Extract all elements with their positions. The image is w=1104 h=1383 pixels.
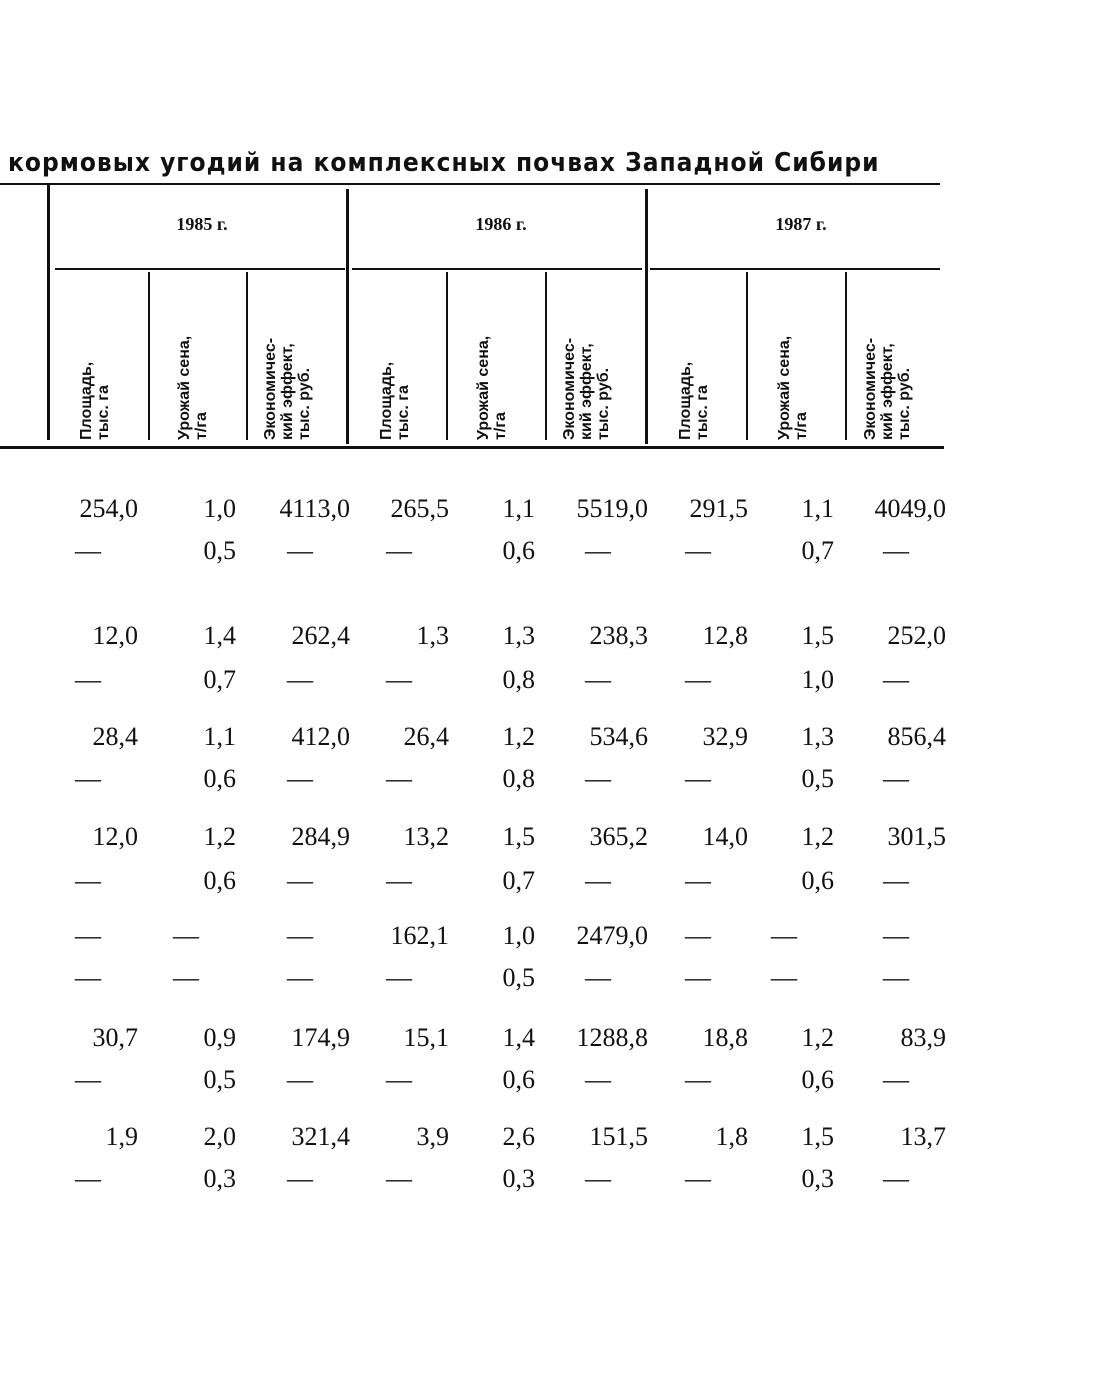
subcol-divider-5 xyxy=(746,272,748,440)
column-header: Экономичес- кий эффект, тыс. руб. xyxy=(262,337,313,440)
table-cell: 291,5 xyxy=(689,494,748,523)
table-cell: 412,0 xyxy=(291,722,350,751)
column-header: Урожай сена, т/га xyxy=(776,335,810,440)
column-header: Площадь, тыс. га xyxy=(677,361,711,440)
column-header: Урожай сена, т/га xyxy=(176,335,210,440)
table-cell: — xyxy=(685,764,711,793)
table-cell: 254,0 xyxy=(79,494,138,523)
table-cell: 0,6 xyxy=(203,764,236,793)
table-cell: — xyxy=(386,1164,412,1193)
table-cell: 1,3 xyxy=(801,722,834,751)
table-cell: 1288,8 xyxy=(576,1023,648,1052)
table-cell: 262,4 xyxy=(291,621,350,650)
table-cell: — xyxy=(75,665,101,694)
table-cell: — xyxy=(287,1164,313,1193)
table-cell: — xyxy=(75,1065,101,1094)
table-cell: 1,2 xyxy=(502,722,535,751)
table-cell: — xyxy=(685,536,711,565)
table-cell: — xyxy=(75,963,101,992)
table-cell: — xyxy=(585,963,611,992)
table-cell: 0,5 xyxy=(801,764,834,793)
table-cell: 0,6 xyxy=(502,536,535,565)
table-cell: 1,2 xyxy=(203,822,236,851)
table-cell: 1,1 xyxy=(203,722,236,751)
table-cell: 83,9 xyxy=(900,1023,946,1052)
table-cell: 12,8 xyxy=(702,621,748,650)
year-divider-2 xyxy=(645,189,648,444)
table-cell: 0,8 xyxy=(502,665,535,694)
column-header: Экономичес- кий эффект, тыс. руб. xyxy=(862,337,913,440)
column-header: Экономичес- кий эффект, тыс. руб. xyxy=(561,337,612,440)
table-cell: — xyxy=(883,866,909,895)
column-header: Урожай сена, т/га xyxy=(475,335,509,440)
table-cell: 1,1 xyxy=(502,494,535,523)
table-cell: 0,5 xyxy=(502,963,535,992)
table-cell: 0,6 xyxy=(502,1065,535,1094)
table-cell: — xyxy=(75,921,101,950)
stub-divider xyxy=(47,185,50,440)
table-cell: — xyxy=(75,536,101,565)
subcol-divider-2 xyxy=(246,272,248,440)
table-cell: — xyxy=(585,1065,611,1094)
table-cell: 1,4 xyxy=(502,1023,535,1052)
table-cell: 0,5 xyxy=(203,536,236,565)
table-cell: 1,0 xyxy=(801,665,834,694)
table-cell: 15,1 xyxy=(403,1023,449,1052)
table-cell: — xyxy=(685,866,711,895)
table-cell: — xyxy=(883,536,909,565)
table-cell: — xyxy=(585,866,611,895)
page-title: кормовых угодий на комплексных почвах Западной Сибири xyxy=(8,148,880,178)
header-bottom-rule xyxy=(0,446,944,449)
year-rule-1 xyxy=(55,268,345,270)
table-cell: 151,5 xyxy=(589,1122,648,1151)
table-cell: 26,4 xyxy=(403,722,449,751)
table-cell: 13,2 xyxy=(403,822,449,851)
table-cell: — xyxy=(386,665,412,694)
table-cell: — xyxy=(585,665,611,694)
table-cell: — xyxy=(386,764,412,793)
table-cell: — xyxy=(771,921,797,950)
table-cell: — xyxy=(685,1065,711,1094)
table-cell: 0,3 xyxy=(801,1164,834,1193)
table-cell: 30,7 xyxy=(92,1023,138,1052)
table-cell: — xyxy=(386,866,412,895)
table-cell: — xyxy=(883,1065,909,1094)
table-cell: — xyxy=(883,963,909,992)
table-cell: 12,0 xyxy=(92,822,138,851)
table-cell: 0,5 xyxy=(203,1065,236,1094)
table-cell: 238,3 xyxy=(589,621,648,650)
table-cell: 5519,0 xyxy=(576,494,648,523)
table-cell: 1,5 xyxy=(502,822,535,851)
table-cell: — xyxy=(883,764,909,793)
subcol-divider-6 xyxy=(845,272,847,440)
table-cell: — xyxy=(585,1164,611,1193)
table-cell: 1,1 xyxy=(801,494,834,523)
table-cell: — xyxy=(685,921,711,950)
table-cell: 1,5 xyxy=(801,621,834,650)
table-cell: — xyxy=(585,536,611,565)
subcol-divider-1 xyxy=(148,272,150,440)
table-cell: — xyxy=(173,921,199,950)
table-cell: 0,7 xyxy=(801,536,834,565)
column-header: Площадь, тыс. га xyxy=(78,361,112,440)
table-cell: — xyxy=(287,963,313,992)
table-cell: — xyxy=(685,665,711,694)
table-cell: — xyxy=(685,963,711,992)
table-cell: 0,6 xyxy=(801,866,834,895)
table-cell: 1,2 xyxy=(801,1023,834,1052)
table-cell: 1,0 xyxy=(203,494,236,523)
table-cell: 265,5 xyxy=(390,494,449,523)
year-rule-3 xyxy=(650,268,940,270)
table-cell: 0,9 xyxy=(203,1023,236,1052)
table-cell: — xyxy=(585,764,611,793)
table-cell: 0,6 xyxy=(801,1065,834,1094)
table-cell: — xyxy=(75,764,101,793)
table-cell: 0,3 xyxy=(502,1164,535,1193)
table-cell: — xyxy=(883,1164,909,1193)
table-cell: — xyxy=(75,866,101,895)
table-cell: 1,8 xyxy=(715,1122,748,1151)
table-cell: 2,0 xyxy=(203,1122,236,1151)
table-cell: — xyxy=(287,764,313,793)
table-cell: 365,2 xyxy=(589,822,648,851)
table-cell: 4113,0 xyxy=(279,494,350,523)
table-cell: 1,3 xyxy=(416,621,449,650)
table-cell: 321,4 xyxy=(291,1122,350,1151)
table-cell: 284,9 xyxy=(291,822,350,851)
table-cell: — xyxy=(287,1065,313,1094)
table-cell: — xyxy=(386,963,412,992)
table-cell: 1,5 xyxy=(801,1122,834,1151)
subcol-divider-4 xyxy=(545,272,547,440)
year-header: 1986 г. xyxy=(475,214,527,234)
table-cell: — xyxy=(173,963,199,992)
table-cell: — xyxy=(771,963,797,992)
table-cell: 252,0 xyxy=(887,621,946,650)
table-cell: 3,9 xyxy=(416,1122,449,1151)
table-cell: 174,9 xyxy=(291,1023,350,1052)
subcol-divider-3 xyxy=(446,272,448,440)
table-cell: 1,9 xyxy=(105,1122,138,1151)
table-cell: 0,7 xyxy=(203,665,236,694)
top-rule xyxy=(0,183,940,185)
table-cell: 1,4 xyxy=(203,621,236,650)
table-cell: — xyxy=(883,921,909,950)
table-cell: — xyxy=(883,665,909,694)
column-header: Площадь, тыс. га xyxy=(378,361,412,440)
table-cell: 28,4 xyxy=(92,722,138,751)
table-cell: 1,0 xyxy=(502,921,535,950)
year-rule-2 xyxy=(352,268,642,270)
table-cell: 2,6 xyxy=(502,1122,535,1151)
table-cell: 32,9 xyxy=(702,722,748,751)
table-cell: 534,6 xyxy=(589,722,648,751)
table-cell: — xyxy=(75,1164,101,1193)
table-cell: 0,3 xyxy=(203,1164,236,1193)
table-cell: — xyxy=(685,1164,711,1193)
table-cell: — xyxy=(287,866,313,895)
table-cell: 0,6 xyxy=(203,866,236,895)
table-cell: 18,8 xyxy=(702,1023,748,1052)
table-cell: 13,7 xyxy=(900,1122,946,1151)
table-cell: — xyxy=(386,536,412,565)
table-cell: 1,3 xyxy=(502,621,535,650)
year-header: 1985 г. xyxy=(176,214,228,234)
table-cell: 856,4 xyxy=(887,722,946,751)
table-cell: — xyxy=(287,665,313,694)
year-header: 1987 г. xyxy=(775,214,827,234)
table-cell: 2479,0 xyxy=(576,921,648,950)
table-cell: 4049,0 xyxy=(874,494,946,523)
table-cell: — xyxy=(287,921,313,950)
table-cell: 162,1 xyxy=(390,921,449,950)
table-cell: — xyxy=(287,536,313,565)
table-cell: 14,0 xyxy=(702,822,748,851)
table-cell: 301,5 xyxy=(887,822,946,851)
year-divider-1 xyxy=(346,189,349,444)
table-cell: 12,0 xyxy=(92,621,138,650)
table-cell: — xyxy=(386,1065,412,1094)
table-cell: 1,2 xyxy=(801,822,834,851)
table-cell: 0,8 xyxy=(502,764,535,793)
table-cell: 0,7 xyxy=(502,866,535,895)
